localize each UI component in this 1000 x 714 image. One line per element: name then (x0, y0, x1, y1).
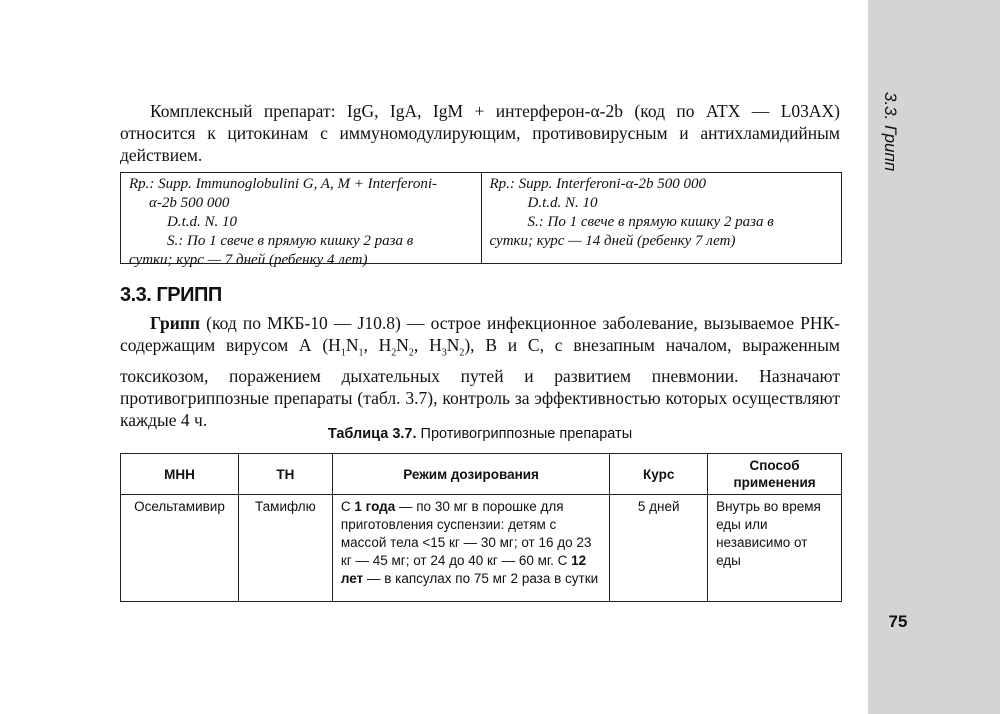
caption-text: Противогриппозные препараты (416, 426, 633, 442)
prescription-box (120, 172, 842, 268)
cell-route: Внутрь во время еды или независимо от еды (708, 495, 842, 602)
subscript: 2 (391, 347, 397, 359)
column-header: Способ применения (708, 454, 842, 495)
rx-line: Rp.: Supp. Immunoglobulini G, A, M + Interferoni- (129, 176, 438, 192)
influenza-paragraph (120, 312, 840, 431)
cell-course: 5 дней (610, 495, 708, 602)
cell-dosage (332, 495, 609, 602)
dose-text: — в капсулах по 75 мг 2 раза в сутки (363, 571, 599, 586)
subscript: 1 (358, 347, 364, 359)
page-number: 75 (888, 612, 908, 631)
table-caption (0, 426, 960, 442)
subscript: 1 (340, 347, 346, 359)
para-text: N (345, 335, 359, 355)
rx-line: сутки; курс — 7 дней (ребенку 4 лет) (129, 252, 368, 268)
dose-bold: 12 лет (340, 553, 587, 586)
dose-text: С (340, 499, 355, 514)
rx-line: сутки; курс — 14 дней (ребенку 7 лет) (489, 233, 736, 249)
dose-text: — по 30 мг в порошке для приготовления суспензии: детям с массой тела <15 кг — 30 мг; от 16 до 23 кг — 45 мг; от 24 до 40 кг — 60 мг. С (340, 499, 592, 568)
table-header-row (121, 454, 842, 495)
term-bold: Грипп (150, 313, 201, 333)
column-header: Курс (610, 454, 708, 495)
running-title: 3.3. Грипп (881, 92, 900, 172)
rx-line: D.t.d. N. 10 (527, 195, 598, 211)
column-header: Режим дозирования (332, 454, 609, 495)
para-text: , H (363, 335, 392, 355)
subscript: 2 (408, 347, 414, 359)
subscript: 2 (459, 347, 465, 359)
para-text: N (446, 335, 460, 355)
drugs-table (120, 453, 842, 602)
intro-paragraph: Комплексный препарат: IgG, IgA, IgM + интерферон-α-2b (код по АТХ — L03AX) относится к цитокинам с иммуномодулирующим, противовирусным и антихламидийным действием. (120, 101, 840, 165)
prescription-right (481, 173, 842, 263)
prescription-left (121, 173, 481, 268)
rx-line: α-2b 500 000 (149, 195, 230, 211)
para-text: ), В и С, с внезапным началом, выраженным токсикозом, поражением дыхательных путей и развитием пневмонии. Назначают противогриппозные препараты (табл. 3.7), контроль за эффективностью которых осуществляют каждые 4 ч. (120, 335, 840, 430)
rx-line: D.t.d. N. 10 (167, 214, 238, 230)
column-header: ТН (238, 454, 332, 495)
table-row (121, 495, 842, 602)
rx-line: S.: По 1 свече в прямую кишку 2 раза в (527, 214, 774, 230)
cell-trade-name: Тамифлю (238, 495, 332, 602)
dose-bold: 1 года (354, 499, 396, 514)
caption-label: Таблица 3.7. (327, 426, 417, 442)
para-text: (код по МКБ-10 — J10.8) — острое инфекционное заболевание, вызываемое РНК-содержащим вирусом А (H (120, 313, 840, 355)
para-text: , H (413, 335, 442, 355)
column-header: МНН (121, 454, 239, 495)
cell-inn: Осельтамивир (121, 495, 239, 602)
section-heading: 3.3. ГРИПП (120, 284, 222, 306)
rx-line: Rp.: Supp. Interferoni-α-2b 500 000 (489, 176, 706, 192)
subscript: 3 (441, 347, 447, 359)
rx-line: S.: По 1 свече в прямую кишку 2 раза в (167, 233, 414, 249)
para-text: N (396, 335, 409, 355)
